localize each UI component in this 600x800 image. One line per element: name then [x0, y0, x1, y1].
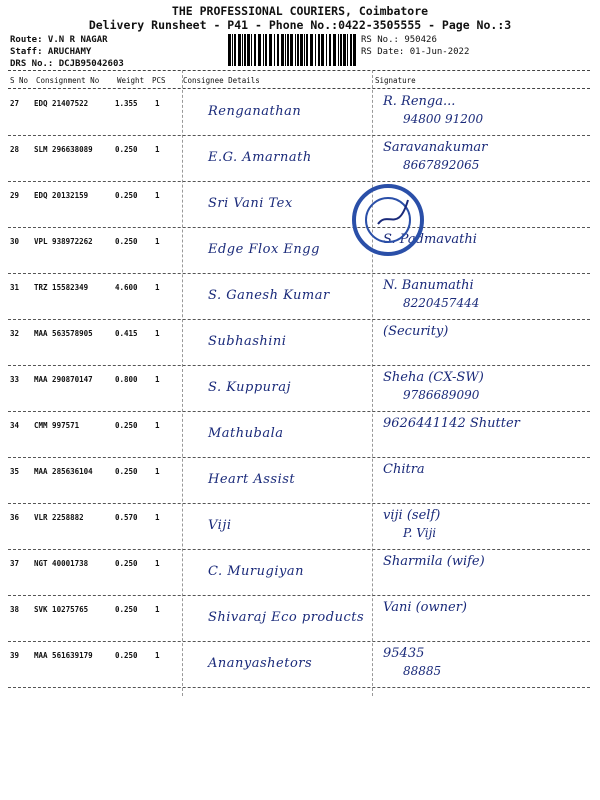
row-weight: 0.250: [115, 237, 138, 246]
row-sno: 29: [10, 191, 20, 200]
row-sno: 34: [10, 421, 20, 430]
row-consignee-name: Shivaraj Eco products: [208, 610, 365, 625]
row-pcs: 1: [155, 559, 160, 568]
row-sno: 37: [10, 559, 20, 568]
row-weight: 0.250: [115, 145, 138, 154]
runsheet-header: [0, 4, 600, 32]
col-consignee: Consignee Details: [183, 76, 260, 85]
row-consignment-no: VPL 938972262: [34, 237, 93, 246]
col-consignment: Consignment No: [36, 76, 100, 85]
row-signature: Vani (owner): [383, 600, 467, 615]
row-signature: viji (self): [383, 508, 441, 523]
row-consignment-no: MAA 561639179: [34, 651, 93, 660]
row-consignee-name: Subhashini: [208, 334, 287, 349]
row-pcs: 1: [155, 605, 160, 614]
row-signature: R. Renga...: [383, 94, 456, 109]
row-consignee-name: Edge Flox Engg: [208, 242, 320, 257]
row-weight: 0.250: [115, 605, 138, 614]
row-pcs: 1: [155, 651, 160, 660]
row-consignment-no: CMM 997571: [34, 421, 80, 430]
row-signature: 9626441142 Shutter: [383, 416, 520, 431]
row-weight: 0.800: [115, 375, 138, 384]
row-signature-note: 8667892065: [403, 158, 480, 172]
row-sno: 30: [10, 237, 20, 246]
table-row: [8, 366, 590, 412]
table-row: [8, 596, 590, 642]
row-consignee-name: S. Kuppuraj: [208, 380, 292, 395]
row-pcs: 1: [155, 237, 160, 246]
divider: [8, 70, 590, 71]
row-signature-note: P. Viji: [403, 526, 437, 540]
table-row: [8, 90, 590, 136]
table-row: [8, 320, 590, 366]
row-weight: 1.355: [115, 99, 138, 108]
row-consignment-no: EDQ 21407522: [34, 99, 89, 108]
row-sno: 28: [10, 145, 20, 154]
runsheet-title: Delivery Runsheet - P41 - Phone No.:0422-3505555 - Page No.:3: [88, 18, 512, 32]
row-signature: Sharmila (wife): [383, 554, 485, 569]
row-signature: Saravanakumar: [383, 140, 488, 155]
rs-meta: [361, 34, 469, 58]
row-pcs: 1: [155, 329, 160, 338]
row-consignee-name: Mathubala: [208, 426, 284, 441]
row-sno: 31: [10, 283, 20, 292]
row-consignment-no: EDQ 20132159: [34, 191, 89, 200]
row-consignee-name: Renganathan: [208, 104, 302, 119]
row-consignment-no: NGT 40001738: [34, 559, 89, 568]
row-weight: 0.570: [115, 513, 138, 522]
row-sno: 36: [10, 513, 20, 522]
row-consignee-name: Heart Assist: [208, 472, 296, 487]
row-consignee-name: E.G. Amarnath: [208, 150, 312, 165]
table-row: [8, 550, 590, 596]
col-pcs: PCS: [152, 76, 166, 85]
row-consignee-name: Sri Vani Tex: [208, 196, 293, 211]
row-weight: 4.600: [115, 283, 138, 292]
row-consignee-name: S. Ganesh Kumar: [208, 288, 330, 303]
row-weight: 0.250: [115, 421, 138, 430]
row-consignment-no: SVK 10275765: [34, 605, 89, 614]
route-meta: [10, 34, 124, 70]
route-text: Route: V.N R NAGAR: [10, 35, 108, 45]
row-consignment-no: TRZ 15582349: [34, 283, 89, 292]
row-weight: 0.415: [115, 329, 138, 338]
row-signature: S. Padmavathi: [383, 232, 477, 247]
col-signature: Signature: [375, 76, 416, 85]
table-row: [8, 136, 590, 182]
row-divider: [8, 687, 590, 688]
barcode-image: [228, 34, 358, 66]
row-pcs: 1: [155, 421, 160, 430]
row-consignment-no: VLR 2258882: [34, 513, 84, 522]
table-row: [8, 182, 590, 228]
row-signature: Sheha (CX-SW): [383, 370, 484, 385]
table-row: [8, 504, 590, 550]
table-row: [8, 412, 590, 458]
row-weight: 0.250: [115, 467, 138, 476]
delivery-stamp-image: [348, 180, 428, 260]
drs-text: DRS No.: DCJB95042603: [10, 59, 124, 69]
row-weight: 0.250: [115, 191, 138, 200]
row-sno: 32: [10, 329, 20, 338]
row-consignment-no: SLM 296638089: [34, 145, 93, 154]
row-consignment-no: MAA 290870147: [34, 375, 93, 384]
row-consignment-no: MAA 285636104: [34, 467, 93, 476]
table-row: [8, 458, 590, 504]
row-consignee-name: C. Murugiyan: [208, 564, 304, 579]
row-pcs: 1: [155, 283, 160, 292]
row-sno: 38: [10, 605, 20, 614]
row-signature-note: 88885: [403, 664, 442, 678]
row-signature: Chitra: [383, 462, 425, 477]
row-weight: 0.250: [115, 651, 138, 660]
col-weight: Weight: [117, 76, 145, 85]
row-signature-note: 94800 91200: [403, 112, 484, 126]
row-consignment-no: MAA 563578905: [34, 329, 93, 338]
row-signature-note: 8220457444: [403, 296, 480, 310]
row-signature: N. Banumathi: [383, 278, 474, 293]
row-weight: 0.250: [115, 559, 138, 568]
row-sno: 27: [10, 99, 20, 108]
divider: [8, 88, 590, 89]
row-sno: 33: [10, 375, 20, 384]
row-sno: 35: [10, 467, 20, 476]
row-signature-note: 9786689090: [403, 388, 480, 402]
row-pcs: 1: [155, 467, 160, 476]
row-consignee-name: Viji: [208, 518, 232, 533]
company-title: THE PROFESSIONAL COURIERS, Coimbatore: [171, 4, 429, 18]
table-row: [8, 642, 590, 688]
table-row: [8, 228, 590, 274]
row-signature: 95435: [383, 646, 425, 661]
table-row: [8, 274, 590, 320]
row-pcs: 1: [155, 513, 160, 522]
row-pcs: 1: [155, 99, 160, 108]
staff-text: Staff: ARUCHAMY: [10, 47, 92, 57]
row-pcs: 1: [155, 145, 160, 154]
row-pcs: 1: [155, 191, 160, 200]
row-sno: 39: [10, 651, 20, 660]
row-pcs: 1: [155, 375, 160, 384]
rs-date: RS Date: 01-Jun-2022: [361, 47, 470, 57]
col-sno: S No: [10, 76, 29, 85]
row-signature: (Security): [383, 324, 449, 339]
row-consignee-name: Ananyashetors: [208, 656, 313, 671]
rs-number: RS No.: 950426: [361, 35, 437, 45]
